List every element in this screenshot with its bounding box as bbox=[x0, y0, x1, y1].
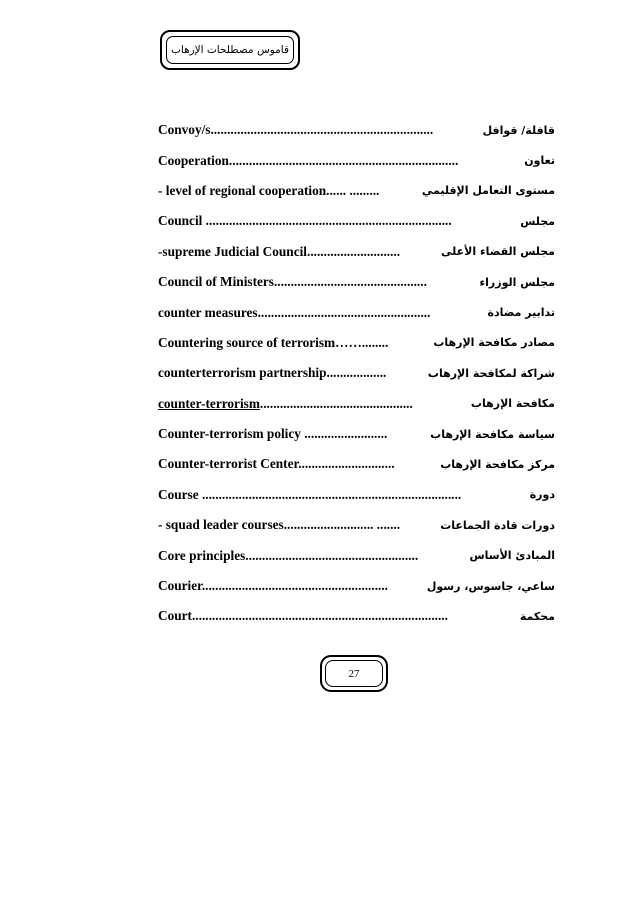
english-term bbox=[158, 426, 430, 442]
glossary-entry bbox=[158, 267, 555, 297]
english-term-text: Council of Ministers bbox=[158, 274, 274, 290]
glossary-entry bbox=[158, 237, 555, 267]
leader-dots: .............................................. bbox=[273, 274, 427, 290]
arabic-term: مجلس الوزراء bbox=[479, 275, 555, 289]
english-term bbox=[158, 274, 480, 290]
arabic-term: تدابير مضادة bbox=[487, 306, 555, 320]
leader-dots: ......................... bbox=[300, 426, 388, 442]
leader-dots: ............................................................................. bbox=[191, 608, 448, 624]
glossary-list bbox=[158, 115, 555, 632]
english-term-text: Court bbox=[158, 608, 192, 624]
header-title: قاموس مصطلحات الإرهاب bbox=[166, 36, 294, 64]
arabic-term: مصادر مكافحة الإرهاب bbox=[433, 336, 555, 350]
english-term-text: Course bbox=[158, 486, 199, 502]
glossary-entry bbox=[158, 449, 555, 479]
glossary-entry bbox=[158, 297, 555, 327]
glossary-entry bbox=[158, 206, 555, 236]
leader-dots: .................................................... bbox=[257, 304, 431, 320]
glossary-entry bbox=[158, 328, 555, 358]
glossary-entry bbox=[158, 540, 555, 570]
english-term-text: Cooperation bbox=[158, 152, 229, 168]
glossary-entry bbox=[158, 176, 555, 206]
english-term bbox=[158, 517, 440, 533]
english-term bbox=[158, 213, 520, 229]
glossary-entry bbox=[158, 510, 555, 540]
leader-dots: .................. bbox=[326, 365, 387, 381]
arabic-term: دورات قادة الجماعات bbox=[440, 518, 555, 532]
english-term-text: Council bbox=[158, 213, 203, 229]
glossary-entry bbox=[158, 389, 555, 419]
page-number-frame bbox=[320, 655, 388, 692]
english-term-text: counterterrorism partnership bbox=[158, 365, 327, 381]
leader-dots: ...... ......... bbox=[326, 182, 380, 198]
arabic-term: تعاون bbox=[524, 154, 555, 168]
english-term bbox=[158, 305, 488, 321]
leader-dots: .............................................. bbox=[259, 395, 413, 411]
glossary-entry bbox=[158, 571, 555, 601]
arabic-term: قافلة/ قوافل bbox=[482, 123, 555, 137]
arabic-term: مجلس bbox=[520, 214, 555, 228]
english-term bbox=[158, 487, 530, 503]
page-number: 27 bbox=[325, 660, 383, 687]
glossary-entry bbox=[158, 115, 555, 145]
arabic-term: سياسة مكافحة الإرهاب bbox=[430, 427, 555, 441]
glossary-entry bbox=[158, 419, 555, 449]
english-term-text: Convoy/s bbox=[158, 122, 211, 138]
header-frame bbox=[160, 30, 300, 70]
glossary-entry bbox=[158, 601, 555, 631]
arabic-term: مجلس القضاء الأعلى bbox=[441, 245, 555, 259]
leader-dots: ................................................................... bbox=[210, 122, 434, 138]
english-term bbox=[158, 608, 520, 624]
english-term-text: Core principles bbox=[158, 547, 246, 563]
english-term-text: Counter-terrorist Center bbox=[158, 456, 299, 472]
english-term bbox=[158, 396, 471, 412]
english-term bbox=[158, 183, 422, 199]
leader-dots: .............................................................................. bbox=[198, 486, 462, 502]
leader-dots: ............................. bbox=[298, 456, 395, 472]
arabic-term: مركز مكافحة الإرهاب bbox=[440, 457, 555, 471]
arabic-term: شراكة لمكافحة الإرهاب bbox=[427, 366, 555, 380]
english-term-text: Courier bbox=[158, 578, 202, 594]
english-term-text: Counter-terrorism policy bbox=[158, 426, 301, 442]
english-term-text: - level of regional cooperation bbox=[158, 182, 327, 198]
leader-dots: ........................................................ bbox=[201, 578, 388, 594]
arabic-term: المبادئ الأساس bbox=[469, 549, 555, 563]
leader-dots: .................................................... bbox=[245, 547, 419, 563]
english-term bbox=[158, 365, 428, 381]
glossary-entry bbox=[158, 358, 555, 388]
glossary-entry bbox=[158, 145, 555, 175]
english-term bbox=[158, 548, 469, 564]
leader-dots: ..................................................................... bbox=[228, 152, 459, 168]
english-term-text: -supreme Judicial Council bbox=[158, 243, 307, 259]
english-term-text: Countering source of terrorism bbox=[158, 334, 336, 350]
leader-dots: ........................... ....... bbox=[283, 517, 401, 533]
english-term-text: - squad leader courses bbox=[158, 517, 284, 533]
english-term bbox=[158, 578, 427, 594]
glossary-entry bbox=[158, 480, 555, 510]
arabic-term: ساعي، جاسوس، رسول bbox=[426, 579, 555, 593]
english-term bbox=[158, 335, 433, 351]
arabic-term: مستوى التعامل الإقليمي bbox=[421, 184, 555, 198]
arabic-term: دورة bbox=[529, 488, 555, 502]
leader-dots: ............................ bbox=[307, 243, 401, 259]
english-term-text: counter-terrorism bbox=[158, 395, 260, 411]
english-term bbox=[158, 456, 440, 472]
english-term bbox=[158, 122, 483, 138]
english-term bbox=[158, 153, 524, 169]
arabic-term: مكافحة الإرهاب bbox=[470, 397, 555, 411]
arabic-term: محكمة bbox=[519, 609, 555, 623]
english-term-text: counter measures bbox=[158, 304, 258, 320]
leader-dots: .......................................................................... bbox=[202, 213, 452, 229]
leader-dots: ……........ bbox=[335, 334, 389, 350]
english-term bbox=[158, 244, 441, 260]
